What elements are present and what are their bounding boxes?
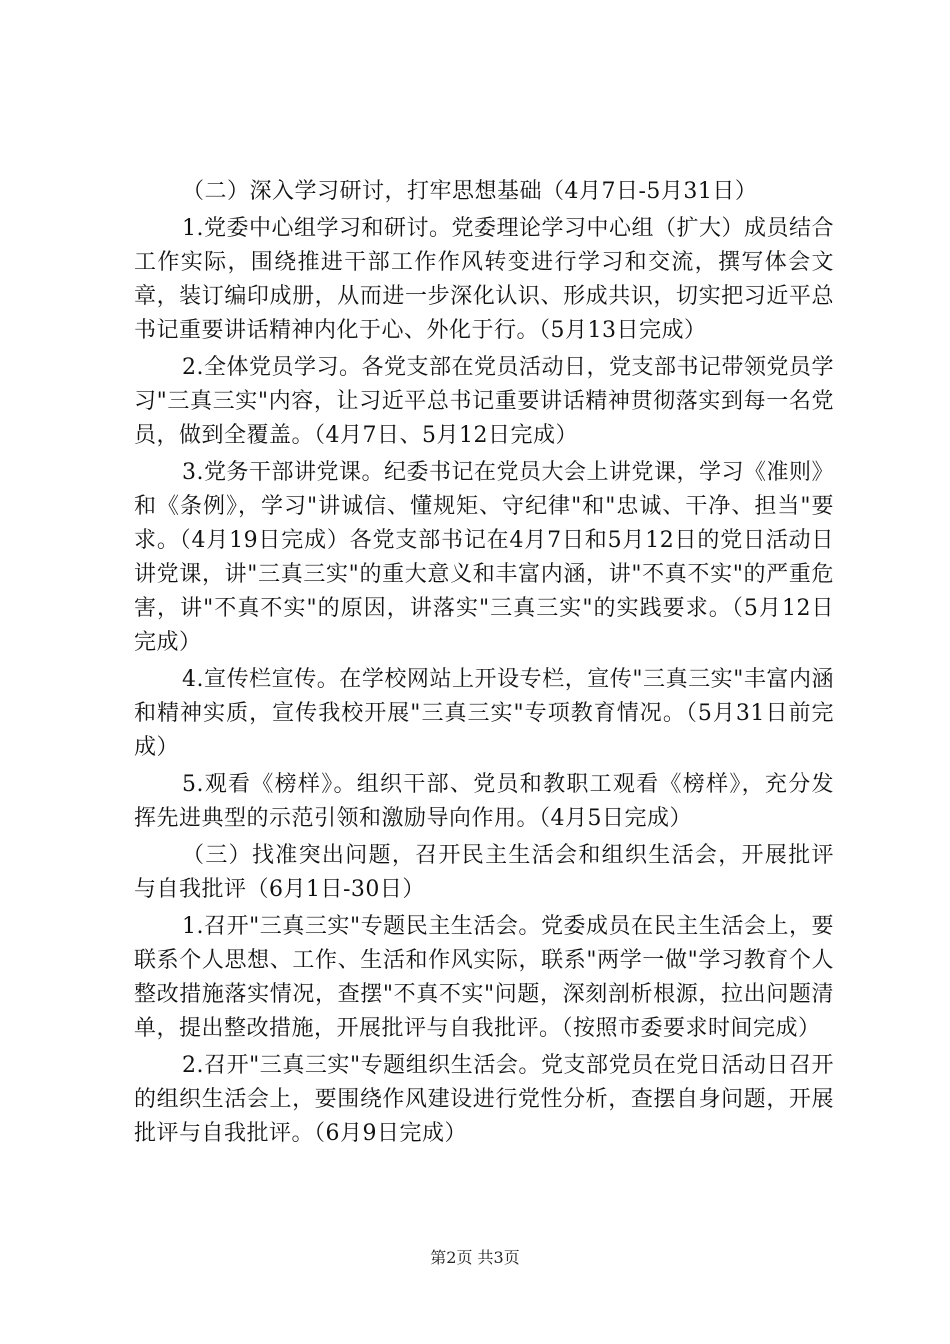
paragraph-item-2: 2.全体党员学习。各党支部在党员活动日，党支部书记带领党员学习"三真三实"内容，让习近平总书记重要讲话精神贯彻落实到每一名党员，做到全覆盖。（4月7日、5月12日完成） bbox=[134, 355, 834, 448]
page-footer: 第2页 共3页 bbox=[430, 1248, 520, 1267]
paragraph-item-3: 3.党务干部讲党课。纪委书记在党员大会上讲党课，学习《准则》和《条例》，学习"讲诚信、懂规矩、守纪律"和"忠诚、干净、担当"要求。（4月19日完成）各党支部书记在4月7日和5月12日的党日活动日讲党课，讲"三真三实"的重大意义和丰富内涵，讲"不真不实"的严重危害，讲"不真不实"的原因，讲落实"三真三实"的实践要求。（5月12日完成） bbox=[134, 460, 834, 655]
paragraph-item-5: 5.观看《榜样》。组织干部、党员和教职工观看《榜样》，充分发挥先进典型的示范引领和激励导向作用。（4月5日完成） bbox=[134, 772, 834, 831]
paragraph-item-4: 4.宣传栏宣传。在学校网站上开设专栏，宣传"三真三实"丰富内涵和精神实质，宣传我校开展"三真三实"专项教育情况。（5月31日前完成） bbox=[134, 667, 834, 760]
section-heading-3: （三）找准突出问题，召开民主生活会和组织生活会，开展批评与自我批评（6月1日-30日） bbox=[134, 843, 834, 902]
paragraph-item-3-1: 1.召开"三真三实"专题民主生活会。党委成员在民主生活会上，要联系个人思想、工作、生活和作风实际，联系"两学一做"学习教育个人整改措施落实情况，查摆"不真不实"问题，深刻剖析根源，拉出问题清单，提出整改措施，开展批评与自我批评。（按照市委要求时间完成） bbox=[134, 914, 834, 1041]
paragraph-item-1: 1.党委中心组学习和研讨。党委理论学习中心组（扩大）成员结合工作实际，围绕推进干部工作作风转变进行学习和交流，撰写体会文章，装订编印成册，从而进一步深化认识、形成共识，切实把习近平总书记重要讲话精神内化于心、外化于行。（5月13日完成） bbox=[134, 216, 834, 343]
paragraph-item-3-2: 2.召开"三真三实"专题组织生活会。党支部党员在党日活动日召开的组织生活会上，要围绕作风建设进行党性分析，查摆自身问题，开展批评与自我批评。（6月9日完成） bbox=[134, 1053, 834, 1146]
section-heading-2: （二）深入学习研讨，打牢思想基础（4月7日-5月31日） bbox=[182, 179, 758, 204]
document-body bbox=[134, 175, 834, 1154]
